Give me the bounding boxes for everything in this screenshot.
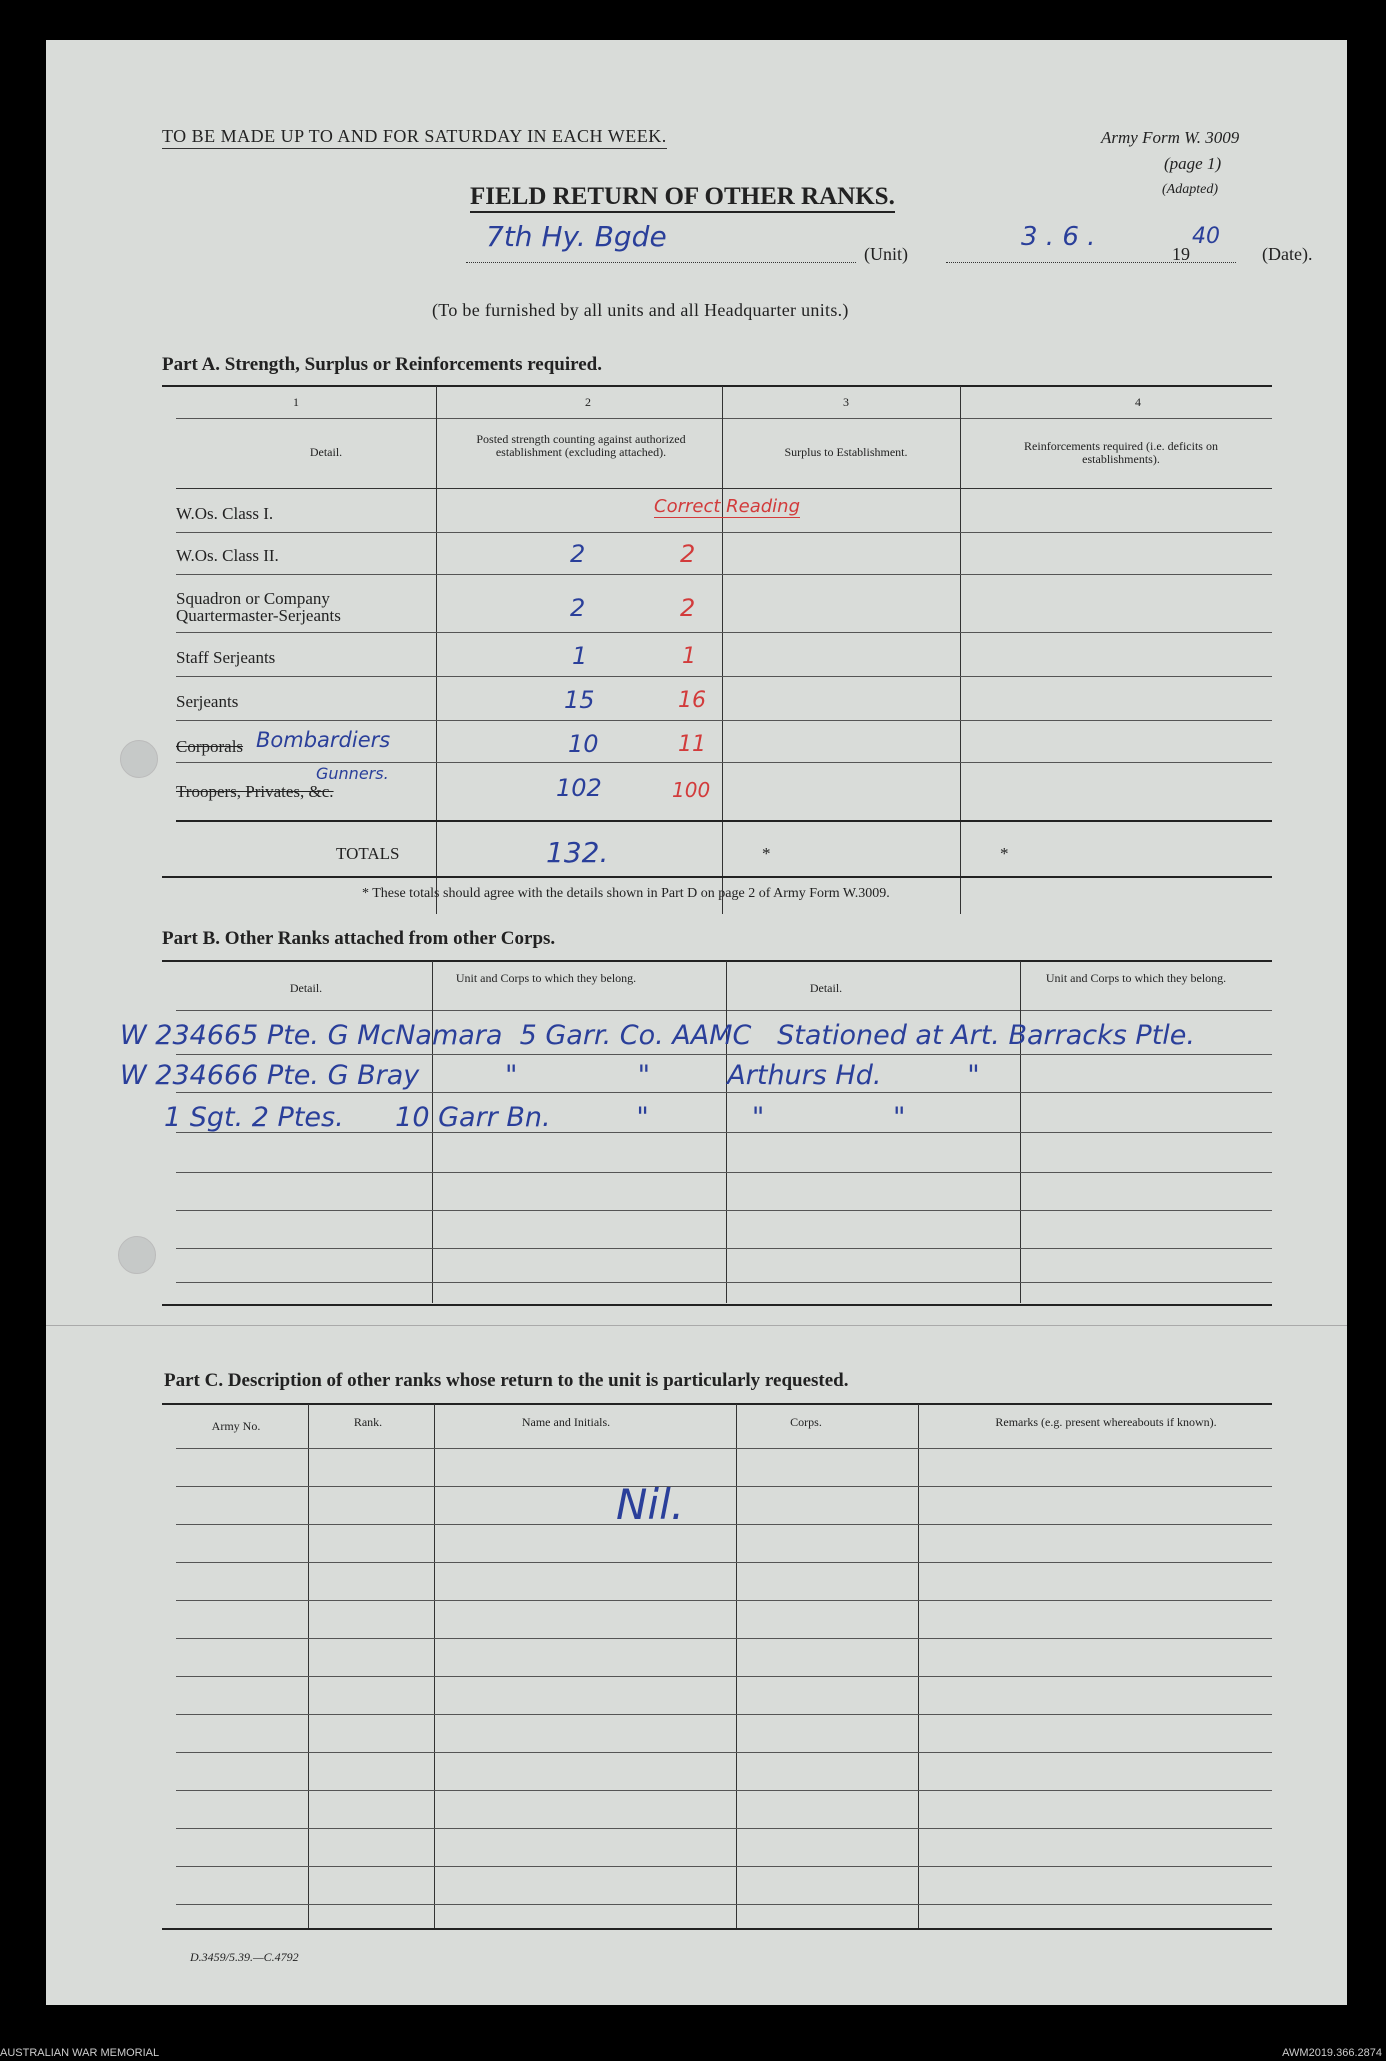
row-serjeants-posted: 15: [564, 686, 595, 714]
row-corporals-corrected: 11: [678, 732, 706, 757]
form-number: Army Form W. 3009: [1101, 128, 1240, 147]
year-suffix: 40: [1192, 224, 1220, 249]
part-c-col-corps: Corps.: [790, 1415, 822, 1429]
row-wo-class-2-posted: 2: [570, 540, 586, 568]
print-code: D.3459/5.39.—C.4792: [190, 1950, 299, 1964]
row-corporals-alt: Bombardiers: [256, 728, 391, 752]
part-c-col-remarks: Remarks (e.g. present whereabouts if known).: [995, 1415, 1217, 1429]
part-c-heading: Part C. Description of other ranks whose return to the unit is particularly requested.: [164, 1370, 849, 1391]
unit-value: 7th Hy. Bgde: [486, 220, 667, 253]
totals-label: TOTALS: [336, 844, 400, 863]
part-c-col-rank: Rank.: [353, 1415, 383, 1429]
part-b-entry-2: W 234666 Pte. G Bray " " Arthurs Hd. ": [120, 1060, 980, 1091]
form-page: (page 1): [1164, 154, 1222, 173]
form-sheet: [46, 40, 1347, 2005]
row-cqms: Squadron or Company Quartermaster-Serjeants: [176, 589, 341, 625]
col-number-4: 4: [1135, 395, 1141, 409]
part-b-col-detail-2: Detail.: [809, 981, 843, 995]
totals-reinforcements-asterisk: *: [1000, 844, 1009, 863]
part-c-col-army-no: Army No.: [211, 1419, 261, 1433]
date-dotted-line: [946, 262, 1236, 263]
correct-reading-note: Correct Reading: [654, 496, 801, 517]
row-corporals: Corporals: [176, 737, 244, 756]
row-corporals-posted: 10: [568, 730, 599, 758]
footer-accession-number: AWM2019.366.2874: [1282, 2047, 1382, 2059]
row-cqms-corrected: 2: [680, 594, 696, 622]
row-troopers-alt: Gunners.: [316, 764, 389, 783]
punch-hole-bottom: [118, 1236, 156, 1274]
part-a-col-detail: Detail.: [309, 445, 343, 459]
row-staff-serjeants-corrected: 1: [682, 644, 696, 669]
totals-value: 132.: [546, 836, 609, 869]
unit-label: (Unit): [864, 244, 908, 264]
row-troopers-corrected: 100: [672, 778, 711, 802]
date-value: 3 . 6 .: [1021, 222, 1096, 252]
part-b-entry-3: 1 Sgt. 2 Ptes. 10 Garr Bn. " " ": [164, 1102, 906, 1133]
unit-dotted-line: [466, 262, 856, 263]
row-cqms-posted: 2: [570, 594, 586, 622]
part-c-entry: Nil.: [616, 1480, 685, 1529]
part-b-entry-1: W 234665 Pte. G McNamara 5 Garr. Co. AAMC Stationed at Art. Barracks Ptle.: [120, 1020, 1195, 1051]
col-number-2: 2: [585, 395, 591, 409]
totals-surplus-asterisk: *: [762, 844, 771, 863]
row-serjeants-corrected: 16: [678, 688, 706, 713]
part-c-col-name: Name and Initials.: [521, 1415, 611, 1429]
part-a-col-posted: Posted strength counting against authorized establishment (excluding attached).: [476, 432, 686, 459]
instruction-line: TO BE MADE UP TO AND FOR SATURDAY IN EACH WEEK.: [162, 126, 667, 149]
part-b-heading: Part B. Other Ranks attached from other Corps.: [162, 928, 556, 949]
part-b-col-detail-1: Detail.: [289, 981, 323, 995]
row-wo-class-2: W.Os. Class II.: [176, 546, 279, 565]
part-b-col-unit-2: Unit and Corps to which they belong.: [1045, 971, 1227, 985]
form-adapted: (Adapted): [1162, 182, 1218, 197]
part-a-footnote: * These totals should agree with the details shown in Part D on page 2 of Army Form W.3009.: [362, 886, 890, 901]
row-troopers-posted: 102: [556, 774, 602, 802]
date-label: (Date).: [1262, 244, 1313, 264]
footer-archive-name: AUSTRALIAN WAR MEMORIAL: [0, 2047, 160, 2059]
row-troopers: Troopers, Privates, &c.: [176, 782, 334, 801]
row-staff-serjeants-posted: 1: [572, 642, 588, 670]
part-a-col-surplus: Surplus to Establishment.: [784, 445, 908, 459]
row-wo-class-1: W.Os. Class I.: [176, 504, 274, 523]
row-staff-serjeants: Staff Serjeants: [176, 648, 276, 667]
part-b-col-unit-1: Unit and Corps to which they belong.: [455, 971, 637, 985]
part-a-col-reinforcements: Reinforcements required (i.e. deficits on establishments).: [1024, 439, 1218, 466]
col-number-3: 3: [843, 395, 849, 409]
punch-hole-top: [120, 740, 158, 778]
subtitle: (To be furnished by all units and all Headquarter units.): [432, 300, 849, 320]
year-prefix: 19: [1172, 244, 1190, 264]
row-wo-class-2-corrected: 2: [680, 540, 696, 568]
part-a-heading: Part A. Strength, Surplus or Reinforcements required.: [162, 354, 602, 375]
page-title: FIELD RETURN OF OTHER RANKS.: [470, 183, 895, 213]
col-number-1: 1: [293, 395, 299, 409]
row-serjeants: Serjeants: [176, 692, 239, 711]
